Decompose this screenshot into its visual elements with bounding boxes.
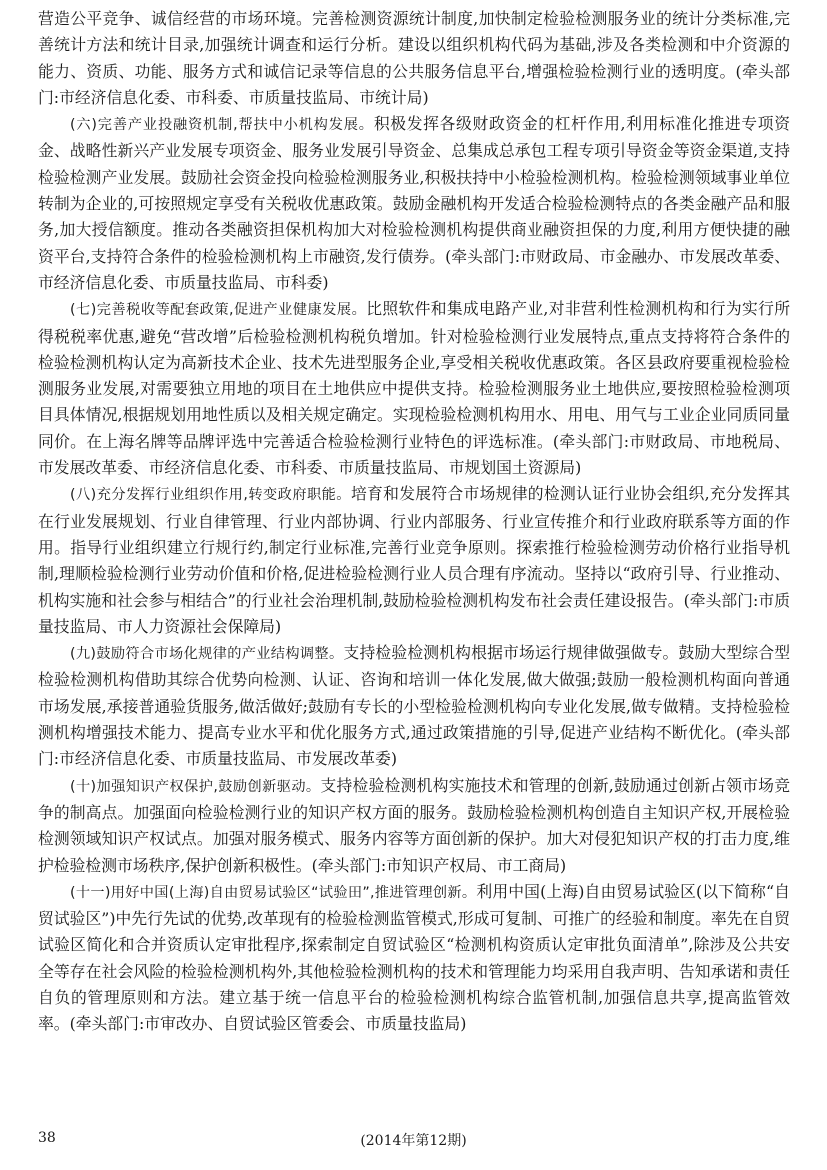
paragraph-item-9 xyxy=(38,640,790,772)
section-heading: (七)完善税收等配套政策,促进产业健康发展。 xyxy=(70,302,367,319)
paragraph-body: 利用中国(上海)自由贸易试验区(以下简称“自贸试验区”)中先行先试的优势,改革现有的检验检测监管模式,形成可复制、可推广的经验和制度。率先在自贸试验区简化和合并资质认定审批程序,探索制定自贸试验区“检测机构资质认定审批负面清单”,除涉及公共安全等存在社会风险的检验检测机构外,其他检验检测机构的技术和管理能力均采用自我声明、告知承诺和责任自负的管理原则和方法。建立基于统一信息平台的检验检测机构综合监管机制,加强信息共享,提高监管效率。(牵头部门:市审改办、自贸试验区管委会、市质量技监局) xyxy=(38,881,790,1034)
paragraph-body: 培育和发展符合市场规律的检测认证行业协会组织,充分发挥其在行业发展规划、行业自律管理、行业内部协调、行业内部服务、行业宣传推介和行业政府联系等方面的作用。指导行业组织建立行规行约,制定行业标准,完善行业竞争原则。探索推行检验检测劳动价格行业指导机制,理顺检验检测行业劳动价值和价格,促进检验检测行业人员合理有序流动。坚持以“政府引导、行业推动、机构实施和社会参与相结合”的行业社会治理机制,鼓励检验检测机构发布社会责任建设报告。(牵头部门:市质量技监局、市人力资源社会保障局) xyxy=(38,484,791,636)
paragraph-body: 营造公平竞争、诚信经营的市场环境。完善检测资源统计制度,加快制定检验检测服务业的统计分类标准,完善统计方法和统计目录,加强统计调查和运行分析。建设以组织机构代码为基础,涉及各类检测和中介资源的能力、资质、功能、服务方式和诚信记录等信息的公共服务信息平台,增强检验检测行业的透明度。(牵头部门:市经济信息化委、市科委、市质量技监局、市统计局) xyxy=(38,9,790,107)
paragraph-item-7 xyxy=(38,296,790,481)
section-heading: (十)加强知识产权保护,鼓励创新驱动。 xyxy=(70,778,321,795)
paragraph-item-11 xyxy=(38,879,790,1038)
page-number: 38 xyxy=(38,1130,56,1146)
paragraph-item-8 xyxy=(38,481,790,640)
section-heading: (十一)用好中国(上海)自由贸易试验区“试验田”,推进管理创新。 xyxy=(70,884,477,901)
section-heading: (六)完善产业投融资机制,帮扶中小机构发展。 xyxy=(70,117,374,134)
section-heading: (八)充分发挥行业组织作用,转变政府职能。 xyxy=(70,487,351,504)
paragraph-body: 积极发挥各级财政资金的杠杆作用,利用标准化推进专项资金、战略性新兴产业发展专项资金、服务业发展引导资金、总集成总承包工程专项引导资金等资金渠道,支持检验检测产业发展。鼓励社会资金投向检验检测服务业,积极扶持中小检验检测机构。检验检测领域事业单位转制为企业的,可按照规定享受有关税收优惠政策。鼓励金融机构开发适合检验检测特点的各类金融产品和服务,加大授信额度。推动各类融资担保机构加大对检验检测机构提供商业融资担保的力度,利用方便快捷的融资平台,支持符合条件的检验检测机构上市融资,发行债券。(牵头部门:市财政局、市金融办、市发展改革委、市经济信息化委、市质量技监局、市科委) xyxy=(38,114,790,292)
issue-label: (2014年第12期) xyxy=(360,1133,467,1149)
paragraph-continued xyxy=(38,6,790,111)
paragraph-item-6 xyxy=(38,111,790,296)
page-footer xyxy=(0,1130,827,1154)
paragraph-body: 支持检验检测机构实施技术和管理的创新,鼓励通过创新占领市场竞争的制高点。加强面向检验检测行业的知识产权方面的服务。鼓励检验检测机构创造自主知识产权,开展检验检测领域知识产权试点。加强对服务模式、服务内容等方面创新的保护。加大对侵犯知识产权的打击力度,维护检验检测市场秩序,保护创新积极性。(牵头部门:市知识产权局、市工商局) xyxy=(38,775,790,875)
document-body xyxy=(38,6,790,1038)
section-heading: (九)鼓励符合市场化规律的产业结构调整。 xyxy=(70,646,344,663)
paragraph-body: 比照软件和集成电路产业,对非营利性检测机构和行为实行所得税税率优惠,避免“营改增”后检验检测机构税负增加。针对检验检测行业发展特点,重点支持将符合条件的检验检测机构认定为高新技术企业、技术先进型服务企业,享受相关税收优惠政策。各区县政府要重视检验检测服务业发展,对需要独立用地的项目在土地供应中提供支持。检验检测服务业土地供应,要按照检验检测项目具体情况,根据规划用地性质以及相关规定确定。实现检验检测机构用水、用电、用气与工业企业同质同量同价。在上海名牌等品牌评选中完善适合检验检测行业特色的评选标准。(牵头部门:市财政局、市地税局、市发展改革委、市经济信息化委、市科委、市质量技监局、市规划国土资源局) xyxy=(38,299,791,478)
paragraph-item-10 xyxy=(38,773,790,879)
paragraph-body: 支持检验检测机构根据市场运行规律做强做专。鼓励大型综合型检验检测机构借助其综合优势向检测、认证、咨询和培训一体化发展,做大做强;鼓励一般检测机构面向普通市场发展,承接普通验货服务,做活做好;鼓励有专长的小型检验检测机构向专业化发展,做专做精。支持检验检测机构增强技术能力、提高专业水平和优化服务方式,通过政策措施的引导,促进产业结构不断优化。(牵头部门:市经济信息化委、市质量技监局、市发展改革委) xyxy=(38,643,790,769)
